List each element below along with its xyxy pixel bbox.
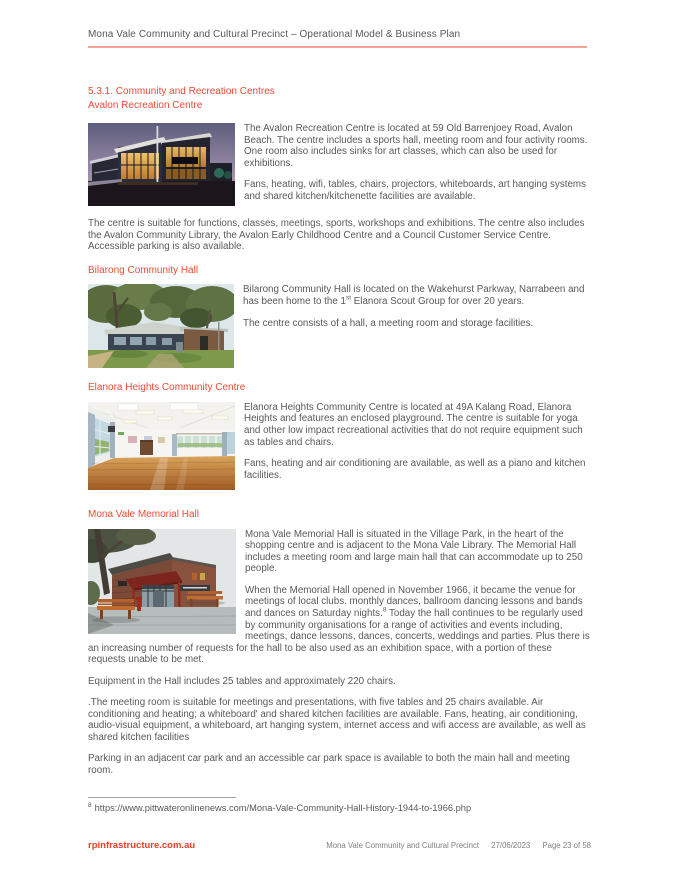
footnote-separator <box>88 797 236 798</box>
avalon-paragraph-2: Fans, heating, wifi, tables, chairs, projectors, whiteboards, art hanging systems and shared kitchen/kitchenette facilities are available. <box>244 179 586 202</box>
avalon-paragraph-1: The Avalon Recreation Centre is located at 59 Old Barrenjoey Road, Avalon Beach. The centre includes a sports hall, meeting room and four activity rooms. One room also includes sinks for art classes, which can also be used for exhibitions. <box>244 123 588 169</box>
bilarong-text-column <box>243 284 591 368</box>
footer-doc-title: Mona Vale Community and Cultural Precinct <box>326 841 480 850</box>
monavale-paragraph-1: Mona Vale Memorial Hall is situated in the Village Park, in the heart of the shopping centre and is adjacent to the Mona Vale Library. The Memorial Hall includes a meeting room and large main hall that can accommodate up to 250 people. <box>245 528 583 575</box>
avalon-text-column <box>244 123 591 212</box>
elanora-paragraph-1: Elanora Heights Community Centre is located at 49A Kalang Road, Elanora Heights and features an enclosed playground. The centre is suitable for yoga and other low impact recreational activities that do not require equipment such as tables and chairs. <box>244 401 583 448</box>
superscript-st: st <box>345 294 352 302</box>
bilarong-paragraph-1: Bilarong Community Hall is located on the Wakehurst Parkway, Narrabeen and has been home to the 1st Elanora Scout Group for over 20 years. <box>243 284 585 307</box>
elanora-text-column <box>244 402 591 491</box>
monavale-paragraph-4: .The meeting room is suitable for meetings and presentations, with five tables and 25 chairs available. Air conditioning and heating; a whiteboard' and shared kitchen facilities are available. Fans, heating, air conditioning, audio-visual equipment, a whiteboard, art hanging system, internet access and wifi access are available, as well as shared kitchen facilities <box>88 697 586 743</box>
page-content <box>88 86 591 787</box>
bilarong-photo <box>88 284 234 368</box>
avalon-paragraph-3: The centre is suitable for functions, classes, meetings, sports, workshops and exhibitions. The centre also includes the Avalon Community Library, the Avalon Early Childhood Centre and a Council Customer Service Centre. Accessible parking is also available. <box>88 218 585 253</box>
page-header <box>88 29 587 48</box>
footnote-area <box>88 797 591 813</box>
monavale-paragraph-5: Parking in an adjacent car park and an accessible car park space is available to both the main hall and meeting room. <box>88 753 570 776</box>
avalon-photo <box>88 123 235 206</box>
avalon-section <box>88 123 591 212</box>
monavale-heading: Mona Vale Memorial Hall <box>88 509 199 521</box>
elanora-paragraph-2: Fans, heating and air conditioning are available, as well as a piano and kitchen facilities. <box>244 458 586 481</box>
elanora-photo <box>88 402 235 490</box>
monavale-photo <box>88 529 236 634</box>
bilarong-section <box>88 284 591 368</box>
footnote-url: https://www.pittwateronlinenews.com/Mona-Vale-Community-Hall-History-1944-to-1966.php <box>94 803 472 813</box>
footer-page-number: Page 23 of 58 <box>542 841 591 850</box>
monavale-section <box>88 529 591 787</box>
page-footer <box>88 840 591 851</box>
section-number-heading: 5.3.1. Community and Recreation Centres <box>88 86 275 97</box>
footer-date: 27/06/2023 <box>491 841 531 850</box>
monavale-paragraph-3: Equipment in the Hall includes 25 tables and approximately 220 chairs. <box>88 675 396 687</box>
footnote-marker: 8 <box>88 801 92 809</box>
footnote-reference-8: 8 <box>382 606 387 614</box>
footer-website: rpinfrastructure.com.au <box>88 840 196 851</box>
elanora-heading: Elanora Heights Community Centre <box>88 382 246 394</box>
footnote-text <box>88 803 591 813</box>
footer-meta <box>326 841 591 850</box>
avalon-heading: Avalon Recreation Centre <box>88 99 203 111</box>
bilarong-paragraph-2: The centre consists of a hall, a meeting room and storage facilities. <box>243 317 534 329</box>
elanora-section <box>88 402 591 491</box>
bilarong-heading: Bilarong Community Hall <box>88 264 199 276</box>
monavale-paragraph-2: When the Memorial Hall opened in November 1966, it became the venue for meetings of local clubs. monthly dances, ballroom dancing lessons and bands and dances on Saturday nights.$^8$ Today the hall continues to be regularly used by community organisations for a range of activities and events including, meetings, dance lessons, dances, concerts, weddings and parties. Plus there is an increasing number of requests for the hall to be also used as an exhibition space, with a portion of these requests unable to be met. <box>88 584 590 666</box>
page-header-title: Mona Vale Community and Cultural Precinct – Operational Model & Business Plan <box>88 29 461 40</box>
